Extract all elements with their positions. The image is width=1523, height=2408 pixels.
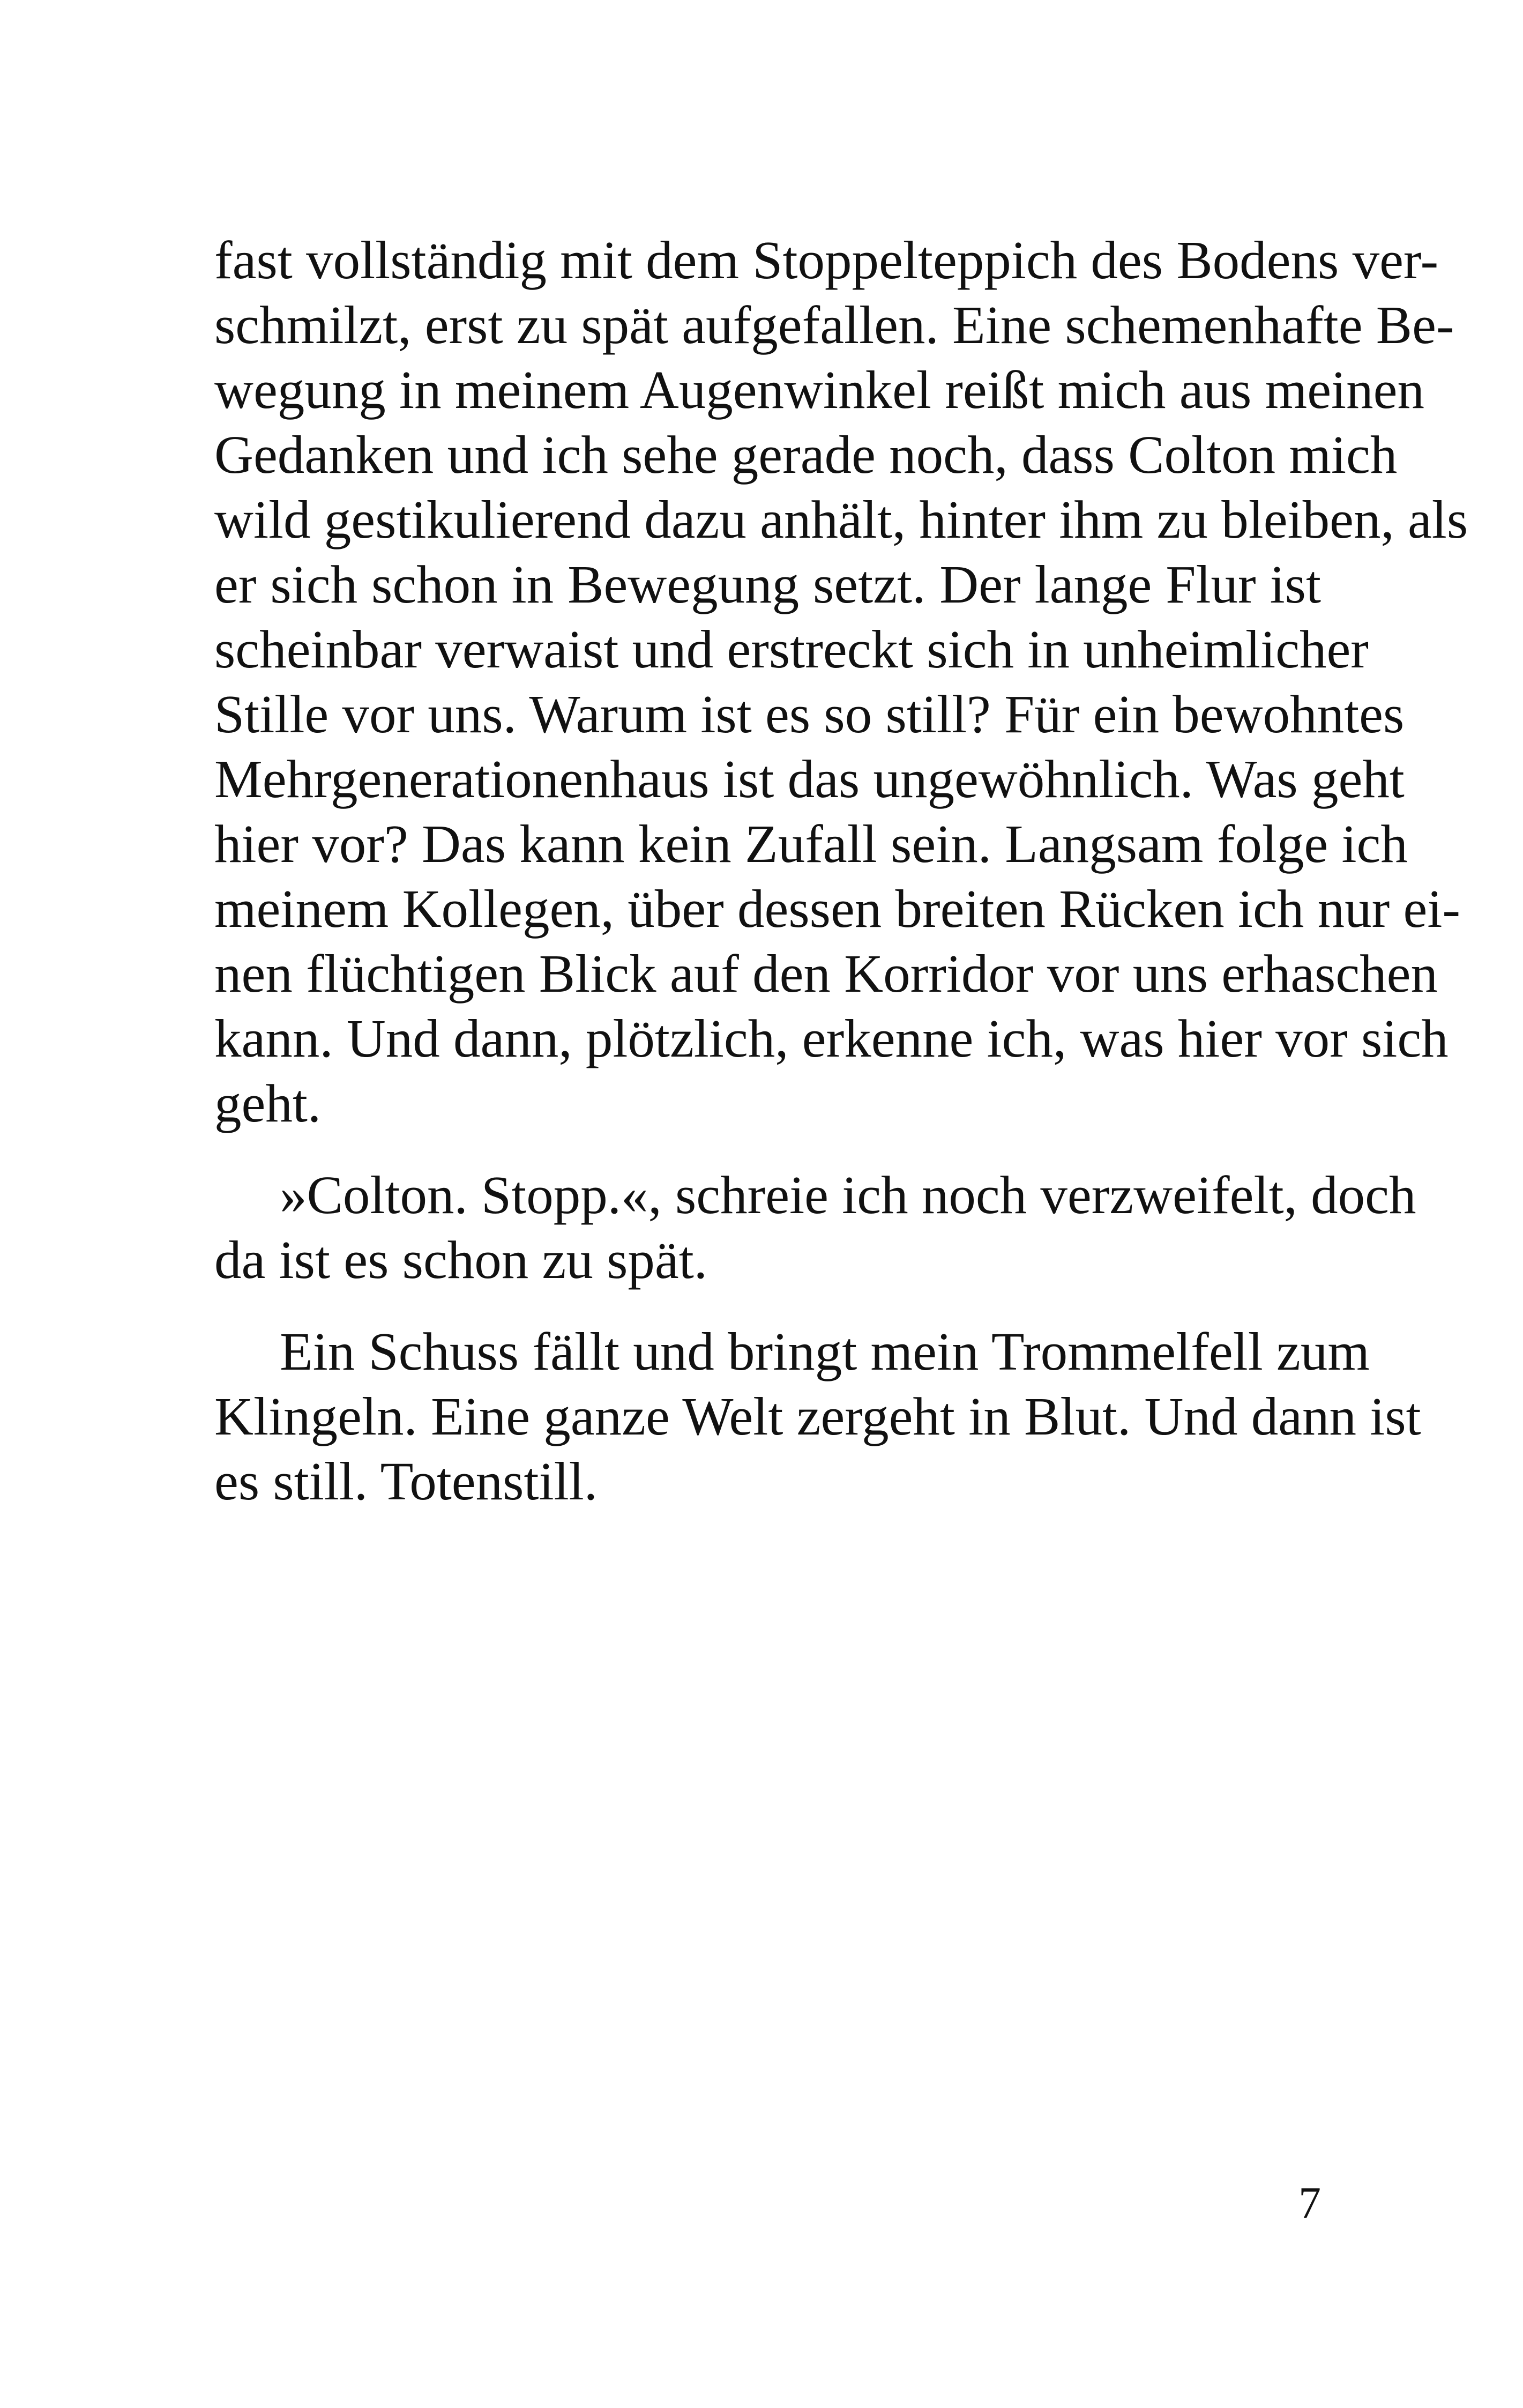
text-line: Mehrgenerationenhaus ist das ungewöhnlich. Was geht bbox=[214, 749, 1405, 809]
text-line: »Colton. Stopp.«, schreie ich noch verzweifelt, doch bbox=[280, 1165, 1416, 1225]
text-line: schmilzt, erst zu spät aufgefallen. Eine schemenhafte Be- bbox=[214, 295, 1454, 355]
paragraph-1 bbox=[214, 228, 1468, 1136]
page-number: 7 bbox=[1298, 2178, 1321, 2228]
text-line: hier vor? Das kann kein Zufall sein. Langsam folge ich bbox=[214, 814, 1408, 874]
text-line: Stille vor uns. Warum ist es so still? Für ein bewohntes bbox=[214, 684, 1405, 744]
text-line: da ist es schon zu spät. bbox=[214, 1230, 708, 1290]
text-line: wild gestikulierend dazu anhält, hinter ihm zu bleiben, als bbox=[214, 489, 1468, 549]
text-line: Gedanken und ich sehe gerade noch, dass Colton mich bbox=[214, 425, 1398, 485]
text-line: er sich schon in Bewegung setzt. Der lange Flur ist bbox=[214, 554, 1321, 614]
paragraph-gap bbox=[214, 1136, 1321, 1163]
paragraph-2 bbox=[214, 1163, 1416, 1292]
text-line: es still. Totenstill. bbox=[214, 1451, 598, 1511]
body-text bbox=[214, 228, 1468, 1514]
text-line: meinem Kollegen, über dessen breiten Rücken ich nur ei- bbox=[214, 879, 1461, 939]
text-line: geht. bbox=[214, 1073, 322, 1133]
text-line: kann. Und dann, plötzlich, erkenne ich, was hier vor sich bbox=[214, 1008, 1449, 1068]
paragraph-gap bbox=[214, 1292, 1321, 1319]
text-line: fast vollständig mit dem Stoppelteppich des Bodens ver- bbox=[214, 230, 1439, 290]
text-line: wegung in meinem Augenwinkel reißt mich aus meinen bbox=[214, 360, 1424, 420]
text-line: nen flüchtigen Blick auf den Korridor vor uns erhaschen bbox=[214, 943, 1438, 1004]
text-line: Klingeln. Eine ganze Welt zergeht in Blut. Und dann ist bbox=[214, 1386, 1421, 1446]
text-line: Ein Schuss fällt und bringt mein Trommelfell zum bbox=[280, 1321, 1370, 1381]
paragraph-3 bbox=[214, 1319, 1421, 1514]
text-line: scheinbar verwaist und erstreckt sich in unheimlicher bbox=[214, 619, 1369, 679]
